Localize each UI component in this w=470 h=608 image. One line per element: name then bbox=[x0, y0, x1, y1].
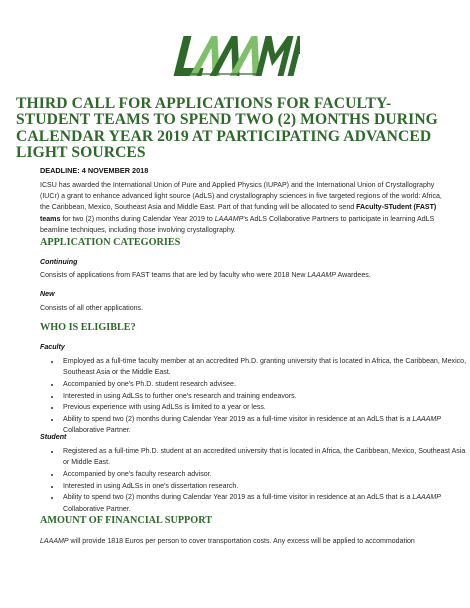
faculty-list bbox=[40, 356, 470, 437]
financial-text bbox=[40, 536, 450, 547]
student-list bbox=[40, 446, 470, 515]
student-last-laaamp: LAAAMP bbox=[412, 494, 441, 502]
subheading-continuing: Continuing bbox=[40, 258, 78, 266]
intro-fast-teams: FAculty-STudent (FAST) teams bbox=[40, 204, 437, 223]
deadline: DEADLINE: 4 NOVEMBER 2018 bbox=[40, 166, 149, 175]
intro-text-2: for two (2) months during Calendar Year 2019 to bbox=[60, 215, 215, 223]
page-title: THIRD CALL FOR APPLICATIONS FOR FACULTY-STUDENT TEAMS TO SPEND TWO (2) MONTHS DURING CALENDAR YEAR 2019 AT PARTICIPATING ADVANCED LIGHT SOURCES bbox=[16, 95, 438, 162]
faculty-last-a: Ability to spend two (2) months during Calendar Year 2019 as a full-time visitor in residence at an AdLS that is a bbox=[63, 416, 413, 424]
list-item bbox=[61, 492, 470, 514]
faculty-last-laaamp: LAAAMP bbox=[412, 416, 441, 424]
intro-text-1: ICSU has awarded the International Union of Pure and Applied Physics (IUPAP) and the International Union of Crystallography (IUCr) a grant to enhance advanced light source (AdLS) and crystallography sciences in five targeted regions of the world: Africa, the Caribbean, Mexico, Southeast Asia and Middle East. Part of that funding will be allocated to send bbox=[40, 182, 442, 212]
faculty-last-b: Collaborative Partner. bbox=[63, 427, 131, 435]
continuing-laaamp: LAAAMP bbox=[307, 272, 336, 279]
laaamp-logo bbox=[170, 34, 300, 78]
list-item: • Registered as a full-time Ph.D. student at an accredited university that is located in Africa, the Caribbean, Mexico, Southeast Asia or Middle East. bbox=[61, 446, 470, 468]
intro-laaamp: LAAAMP bbox=[214, 215, 244, 223]
list-item: • Employed as a full-time faculty member at an accredited Ph.D. granting university that is located in Africa, the Caribbean, Mexico, Southeast Asia or the Middle East. bbox=[61, 356, 470, 378]
continuing-text-b: Awardees. bbox=[335, 272, 371, 279]
section-heading-categories: APPLICATION CATEGORIES bbox=[40, 237, 181, 248]
financial-laaamp: LAAAMP bbox=[40, 538, 69, 545]
list-item: • Accompanied by one's faculty research advisor. bbox=[61, 469, 470, 480]
list-item: • Interested in using AdLSs to further one's research and training endeavors. bbox=[61, 391, 470, 402]
subheading-faculty: Faculty bbox=[40, 343, 65, 351]
list-item: • Interested in using AdLSs in one's dissertation research. bbox=[61, 481, 470, 492]
student-last-b: Collaborative Partner. bbox=[63, 505, 131, 513]
section-heading-eligible: WHO IS ELIGIBLE? bbox=[40, 322, 136, 333]
intro-text-3: 's AdLS Collaborative Partners to participate in learning AdLS beamline techniques, including those involving crystallography. bbox=[40, 215, 435, 234]
student-last-a: Ability to spend two (2) months during Calendar Year 2019 as a full-time visitor in residence at an AdLS that is a bbox=[63, 494, 413, 502]
list-item bbox=[61, 414, 470, 436]
list-item: • Previous experience with using AdLSs is limited to a year or less. bbox=[61, 402, 470, 413]
new-text: Consists of all other applications. bbox=[40, 305, 144, 312]
intro-paragraph bbox=[40, 180, 450, 236]
subheading-new: New bbox=[40, 290, 55, 298]
financial-text-body: will provide 1818 Euros per person to cover transportation costs. Any excess will be applied to accommodation bbox=[68, 538, 415, 545]
subheading-student: Student bbox=[40, 433, 67, 441]
continuing-text bbox=[40, 270, 450, 281]
continuing-text-a: Consists of applications from FAST teams that are led by faculty who were 2018 New bbox=[40, 272, 308, 279]
section-heading-financial: AMOUNT OF FINANCIAL SUPPORT bbox=[40, 515, 212, 526]
list-item: • Accompanied by one's Ph.D. student research advisee. bbox=[61, 379, 470, 390]
